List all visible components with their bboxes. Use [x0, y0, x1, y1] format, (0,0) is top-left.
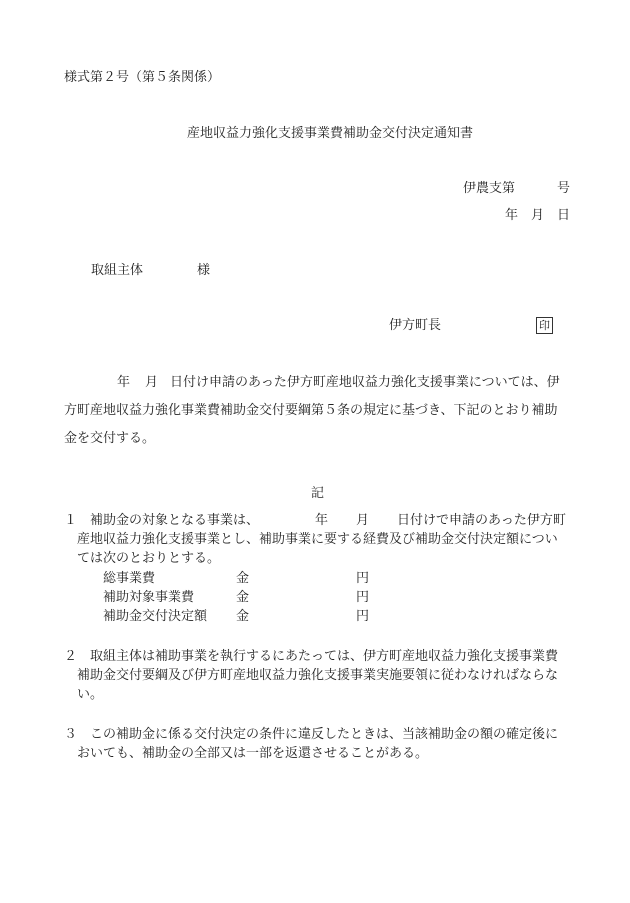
- body-line-2: 方町産地収益力強化事業費補助金交付要綱第５条の規定に基づき、下記のとおり補助: [64, 403, 558, 418]
- item-1-line-2: 産地収益力強化支援事業とし、補助事業に要する経費及び補助金交付決定額につい: [77, 532, 558, 547]
- seal-mark: 印: [536, 317, 553, 334]
- item-1-year: 年: [315, 513, 329, 528]
- amount-label-total: 総事業費: [103, 571, 156, 586]
- amount-currency-total: 金: [236, 571, 250, 586]
- body-year: 年: [117, 375, 131, 390]
- date-day: 日: [557, 208, 571, 223]
- amount-unit-eligible: 円: [356, 590, 370, 605]
- item-1-number: １: [64, 513, 78, 528]
- document-title: 産地収益力強化支援事業費補助金交付決定通知書: [187, 126, 474, 141]
- item-2-number: ２: [64, 649, 78, 664]
- item-1-month: 月: [356, 513, 370, 528]
- item-1-line-1a: 補助金の対象となる事業は、: [90, 513, 260, 528]
- issuer-title: 伊方町長: [389, 318, 442, 333]
- addressee-name: 取組主体: [91, 263, 144, 278]
- body-month: 月: [145, 375, 159, 390]
- ki-heading: 記: [311, 486, 325, 501]
- body-line-3: 金を交付する。: [64, 431, 156, 446]
- item-1-line-3: ては次のとおりとする。: [77, 551, 221, 566]
- form-number: 様式第２号（第５条関係）: [64, 70, 221, 85]
- item-3-line-1: この補助金に係る交付決定の条件に違反したときは、当該補助金の額の確定後に: [90, 727, 559, 742]
- date-year: 年: [505, 208, 519, 223]
- amount-label-decision: 補助金交付決定額: [103, 609, 208, 624]
- item-3-line-2: おいても、補助金の全部又は一部を返還させることがある。: [77, 746, 429, 761]
- item-2-line-3: い。: [77, 687, 104, 702]
- amount-label-eligible: 補助対象事業費: [103, 590, 195, 605]
- amount-currency-decision: 金: [236, 609, 250, 624]
- amount-unit-total: 円: [356, 571, 370, 586]
- amount-unit-decision: 円: [356, 609, 370, 624]
- amount-currency-eligible: 金: [236, 590, 250, 605]
- item-2-line-2: 補助金交付要綱及び伊方町産地収益力強化支援事業実施要領に従わなければならな: [77, 668, 559, 683]
- doc-number-prefix: 伊農支第: [463, 181, 516, 196]
- body-line-1: 日付け申請のあった伊方町産地収益力強化支援事業については、伊: [170, 375, 560, 390]
- doc-number-suffix: 号: [557, 181, 571, 196]
- date-month: 月: [531, 208, 545, 223]
- item-3-number: ３: [64, 727, 78, 742]
- item-1-line-1b: 日付けで申請のあった伊方町: [397, 513, 566, 528]
- addressee-honorific: 様: [197, 263, 211, 278]
- item-2-line-1: 取組主体は補助事業を執行するにあたっては、伊方町産地収益力強化支援事業費: [90, 649, 559, 664]
